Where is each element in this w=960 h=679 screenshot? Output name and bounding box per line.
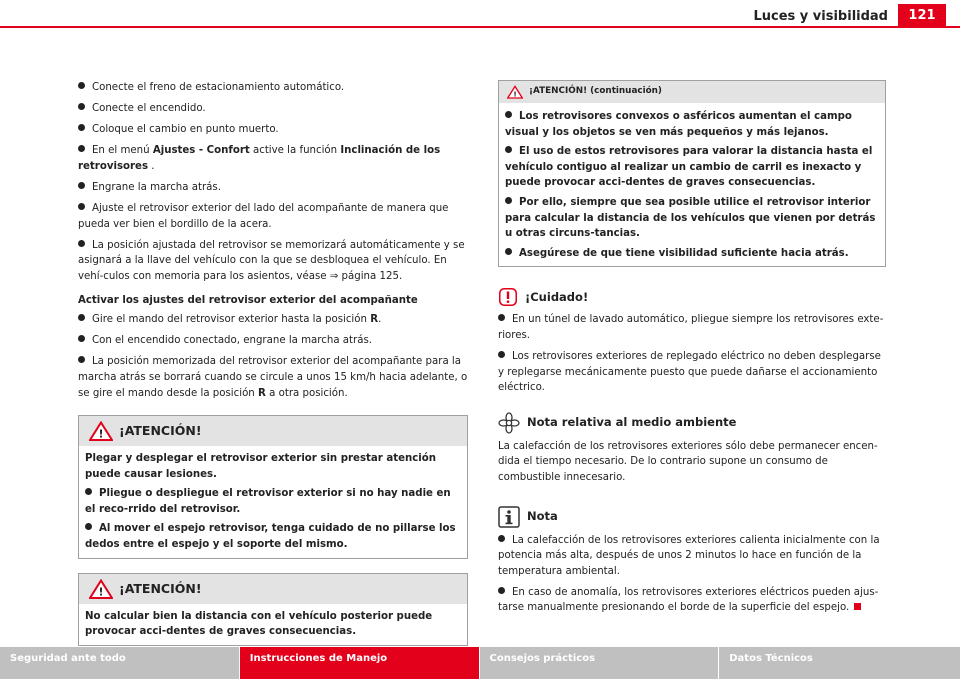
page-number: 121 (898, 4, 946, 28)
info-icon (498, 506, 520, 528)
list-item-text: Los retrovisores exteriores de replegado eléctrico no deben desplegarse y replegarse mecánicamente puesto que puede dañarse el accionamiento eléctrico. (498, 351, 881, 394)
bullet-icon (498, 351, 505, 358)
svg-text:!: ! (513, 89, 517, 99)
caution-exclamation-icon (498, 287, 518, 307)
bullet-icon (78, 145, 85, 152)
note-title: Nota (527, 508, 558, 523)
svg-text:!: ! (98, 427, 104, 441)
warning-text: No calcular bien la distancia con el vehículo posterior puede provocar acci-dentes de graves consecuencias. (85, 610, 433, 638)
bullet-icon (505, 248, 512, 255)
list-item (78, 333, 468, 349)
list-item-text: . (148, 160, 155, 172)
bullet-icon (78, 203, 85, 210)
bullet-icon (505, 146, 512, 153)
list-item (498, 585, 886, 616)
list-item-text: Al mover el espejo retrovisor, tenga cuidado de no pillarse los dedos entre el espejo y el soporte del mismo. (85, 523, 456, 551)
page-header-title: Luces y visibilidad (753, 9, 888, 24)
bullet-icon (498, 587, 505, 594)
bullet-icon (505, 111, 512, 118)
section-heading: Activar los ajustes del retrovisor exterior del acompañante (78, 294, 418, 306)
list-item-text: Los retrovisores convexos o asféricos aumentan el campo visual y los objetos se ven más pequeños y más lejanos. (505, 111, 852, 138)
list-item-text: En caso de anomalía, los retrovisores exteriores eléctricos pueden ajus-tarse manualmente presionando el borde de la superficie del espejo. (498, 586, 879, 614)
warning-header (79, 574, 467, 604)
list-item (78, 80, 468, 96)
right-column (498, 80, 886, 622)
bullet-icon (78, 103, 85, 110)
list-item (78, 180, 468, 196)
bullet-icon (78, 82, 85, 89)
bullet-icon (85, 488, 92, 495)
warning-continuation-box (498, 80, 886, 267)
warning-triangle-icon (507, 85, 523, 99)
warning-body (79, 446, 467, 558)
bullet-icon (498, 314, 505, 321)
position-label: R (258, 387, 266, 399)
warning-body (79, 604, 467, 645)
bullet-icon (78, 314, 85, 321)
footer-tab-consejos[interactable]: Consejos prácticos (480, 647, 719, 679)
list-item (78, 143, 468, 174)
list-item (78, 122, 468, 138)
warning-title: ¡ATENCIÓN! (119, 423, 202, 439)
arrow-icon: ⇒ (329, 270, 339, 282)
bullet-icon (78, 182, 85, 189)
warning-box (78, 415, 468, 559)
list-item (505, 246, 879, 262)
list-item-text: Asegúrese de que tiene visibilidad suficiente hacia atrás. (519, 247, 849, 259)
function-name: Inclinación de los retrovisores (78, 145, 441, 172)
left-column (78, 80, 468, 646)
warning-header (499, 81, 885, 103)
list-item (78, 201, 468, 232)
position-label: R (370, 314, 379, 326)
environment-text: La calefacción de los retrovisores exteriores sólo debe permanecer encen-dida el tiempo necesario. De lo contrario supone un consumo de combustible innecesario. (498, 440, 878, 483)
caution-title: ¡Cuidado! (525, 289, 589, 304)
end-marker-icon (854, 603, 861, 610)
list-item-text: En un túnel de lavado automático, pliegue siempre los retrovisores exte-riores. (498, 314, 884, 341)
list-item (498, 533, 886, 580)
list-item-text: Engrane la marcha atrás. (92, 181, 221, 193)
warning-title: ¡ATENCIÓN! (119, 580, 202, 596)
list-item (85, 486, 461, 517)
list-item-text: La posición ajustada del retrovisor se memorizará automáticamente y se asignará a la llave del vehículo con la que se desbloquea el vehículo. En vehí-culos con memoria para los asientos, véase (78, 239, 465, 282)
list-item (505, 109, 879, 140)
list-item (78, 312, 468, 328)
page-reference-link[interactable]: página 125. (338, 270, 403, 282)
warning-box (78, 573, 468, 646)
list-item-text: La posición memorizada del retrovisor exterior del acompañante para la marcha atrás se borrará cuando se circule a unos 15 km/h hacia adelante, o se gire el mando desde la posición (78, 356, 468, 399)
list-item (498, 312, 886, 343)
note-heading (498, 506, 886, 528)
warning-triangle-icon (89, 579, 113, 599)
caution-heading (498, 287, 886, 307)
bullet-icon (78, 335, 85, 342)
list-item (85, 521, 461, 552)
warning-header (79, 416, 467, 446)
list-item-text: Por ello, siempre que sea posible utilice el retrovisor interior para calcular la distancia de los vehículos que vienen por detrás u otras circuns-tancias. (505, 196, 876, 240)
list-item-text: Gire el mando del retrovisor exterior hasta la posición (92, 314, 371, 326)
list-item (78, 101, 468, 117)
warning-text: Plegar y desplegar el retrovisor exterior sin prestar atención puede causar lesiones. (85, 453, 437, 480)
list-item-text: Conecte el freno de estacionamiento automático. (92, 82, 345, 93)
environment-title: Nota relativa al medio ambiente (527, 415, 737, 430)
list-item-text: Ajuste el retrovisor exterior del lado del acompañante de manera que pueda ver bien el bordillo de la acera. (78, 203, 449, 230)
list-item-text: La calefacción de los retrovisores exteriores calienta inicialmente con la potencia más alta, después de unos 2 minutos lo hace en función de la temperatura ambiental. (498, 534, 880, 577)
list-item-text: . (378, 314, 382, 326)
bullet-icon (498, 535, 505, 542)
environment-heading (498, 412, 886, 434)
bullet-icon (78, 124, 85, 131)
list-item-text: Coloque el cambio en punto muerto. (92, 124, 279, 136)
footer-nav (0, 647, 960, 679)
warning-title: ¡ATENCIÓN! (continuación) (529, 86, 662, 97)
list-item (78, 238, 468, 285)
bullet-icon (505, 197, 512, 204)
svg-text:!: ! (98, 585, 104, 599)
list-item-text: a otra posición. (265, 387, 348, 399)
menu-name: Ajustes - Confort (152, 145, 250, 157)
list-item-text: Pliegue o despliegue el retrovisor exterior si no hay nadie en el reco-rrido del retrovisor. (85, 488, 451, 515)
list-item-text: El uso de estos retrovisores para valorar la distancia hasta el vehículo contiguo al realizar un cambio de carril es inexacto y puede provocar acci-dentes de graves consecuencias. (505, 146, 873, 189)
bullet-icon (78, 240, 85, 247)
warning-body (499, 103, 885, 266)
list-item-text: active la función (249, 145, 341, 157)
environment-flower-icon (498, 412, 520, 434)
list-item (505, 195, 879, 242)
list-item-text: Con el encendido conectado, engrane la marcha atrás. (92, 335, 373, 347)
list-item (498, 349, 886, 396)
footer-tab-seguridad[interactable]: Seguridad ante todo (0, 647, 239, 679)
warning-triangle-icon (89, 421, 113, 441)
header-rule (0, 26, 960, 28)
bullet-icon (78, 356, 85, 363)
list-item-text: Conecte el encendido. (92, 103, 206, 115)
list-item-text: En el menú (92, 145, 153, 157)
footer-tab-datos[interactable]: Datos Técnicos (719, 647, 960, 679)
bullet-icon (85, 523, 92, 530)
list-item (505, 144, 879, 191)
footer-tab-instrucciones[interactable]: Instrucciones de Manejo (240, 647, 479, 679)
list-item (78, 354, 468, 401)
